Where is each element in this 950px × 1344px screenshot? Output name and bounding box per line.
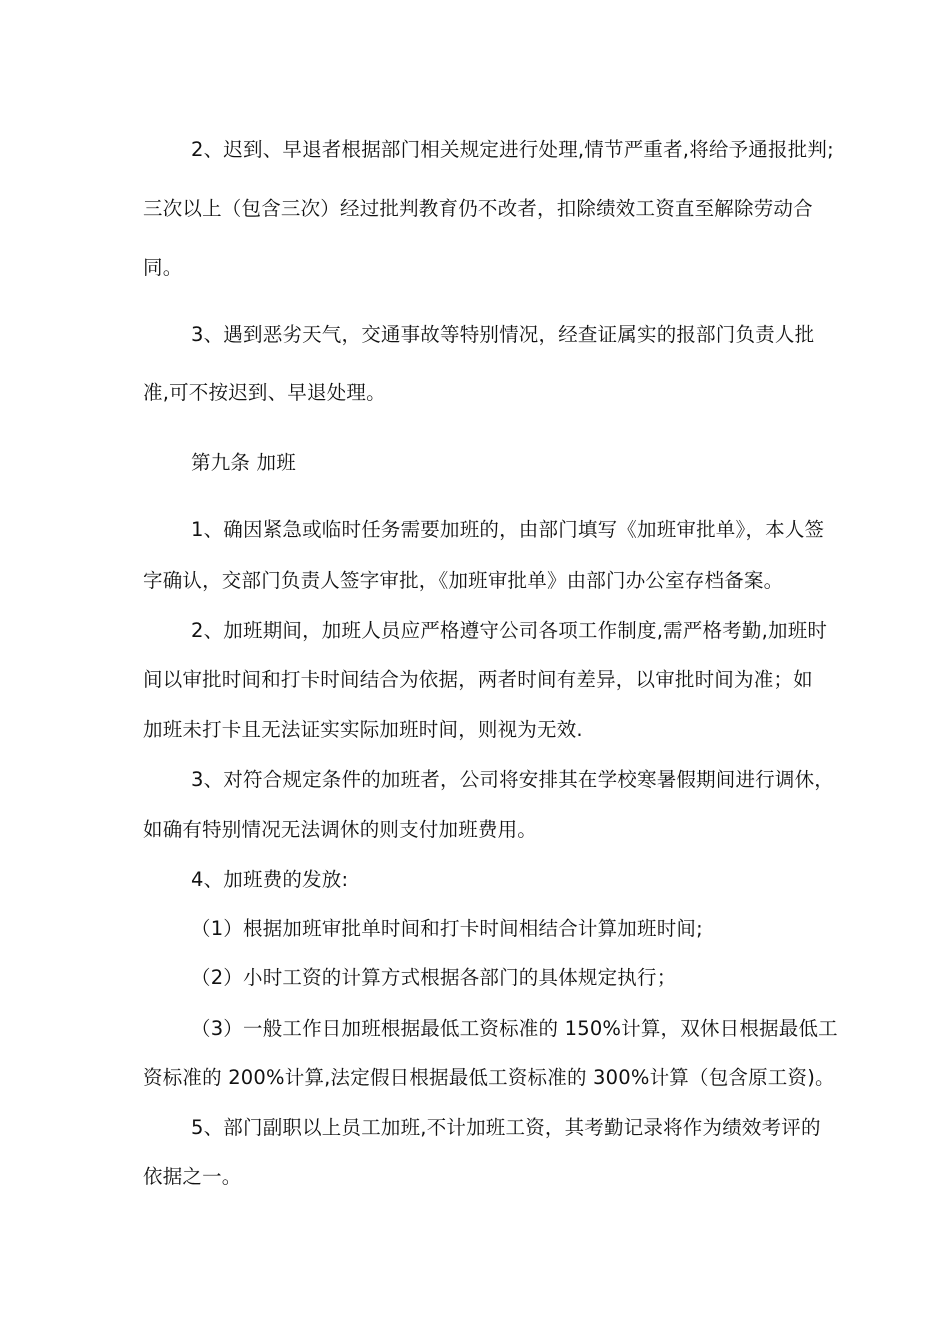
list-item: （1）根据加班审批单时间和打卡时间相结合计算加班时间; xyxy=(191,917,703,940)
section-heading: 第九条 加班 xyxy=(191,451,296,474)
paragraph-line: 字确认，交部门负责人签字审批，《加班审批单》由部门办公室存档备案。 xyxy=(143,569,784,592)
paragraph-line: 加班未打卡且无法证实实际加班时间，则视为无效. xyxy=(143,718,583,741)
paragraph-line: 3、对符合规定条件的加班者，公司将安排其在学校寒暑假期间进行调休， xyxy=(191,768,835,791)
paragraph-line: 准,可不按迟到、早退处理。 xyxy=(143,381,386,404)
paragraph-line: 4、加班费的发放: xyxy=(191,868,349,891)
paragraph-line: 2、迟到、早退者根据部门相关规定进行处理,情节严重者,将给予通报批判; xyxy=(191,138,834,161)
paragraph-line: 同。 xyxy=(143,256,183,279)
paragraph-line: 1、确因紧急或临时任务需要加班的，由部门填写《加班审批单》，本人签 xyxy=(191,518,825,541)
paragraph-line: 间以审批时间和打卡时间结合为依据，两者时间有差异，以审批时间为准；如 xyxy=(143,668,813,691)
paragraph-line: 依据之一。 xyxy=(143,1165,242,1188)
paragraph-line: 2、加班期间，加班人员应严格遵守公司各项工作制度,需严格考勤,加班时 xyxy=(191,619,828,642)
paragraph-line: 3、遇到恶劣天气，交通事故等特别情况，经查证属实的报部门负责人批 xyxy=(191,323,815,346)
paragraph-line: 5、部门副职以上员工加班,不计加班工资，其考勤记录将作为绩效考评的 xyxy=(191,1116,821,1139)
list-item: （3）一般工作日加班根据最低工资标准的 150%计算，双休日根据最低工 xyxy=(191,1017,838,1040)
paragraph-line: 三次以上（包含三次）经过批判教育仍不改者，扣除绩效工资直至解除劳动合 xyxy=(143,197,813,220)
paragraph-line: 资标准的 200%计算,法定假日根据最低工资标准的 300%计算（包含原工资)。 xyxy=(143,1066,835,1089)
paragraph-line: 如确有特别情况无法调休的则支付加班费用。 xyxy=(143,818,538,841)
list-item: （2）小时工资的计算方式根据各部门的具体规定执行； xyxy=(191,966,677,989)
